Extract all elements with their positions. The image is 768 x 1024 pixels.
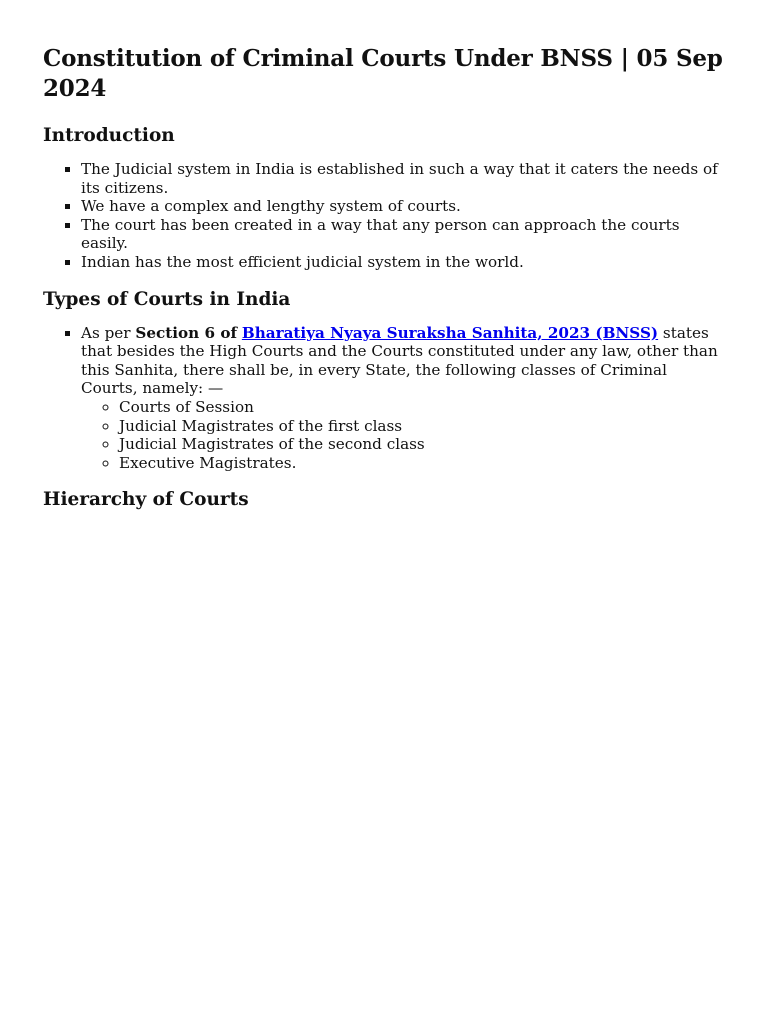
bnss-link[interactable]: Bharatiya Nyaya Suraksha Sanhita, 2023 (BNSS) <box>241 323 659 342</box>
list-item: ▪ The Judicial system in India is established in such a way that it caters the needs of its citizens. <box>81 160 725 197</box>
page-title: Constitution of Criminal Courts Under BNSS | 05 Sep 2024 <box>43 45 723 102</box>
list-item: ▪ We have a complex and lengthy system of courts. <box>81 197 725 216</box>
paragraph-suffix: states that besides the High Courts and the Courts constituted under any law, other than this Sanhita, there shall be, in every State, the following classes of Criminal Courts, namely: — <box>81 323 718 398</box>
types-of-courts-list <box>43 324 725 473</box>
list-item: ◦ Judicial Magistrates of the second class <box>119 435 725 454</box>
list-item: ◦ Judicial Magistrates of the first class <box>119 417 725 436</box>
list-item: ▪ The court has been created in a way that any person can approach the courts easily. <box>81 216 725 253</box>
section-heading-introduction: Introduction <box>43 125 175 146</box>
list-item: ◦ Courts of Session <box>119 398 725 417</box>
section-reference: Section 6 of <box>135 323 238 342</box>
paragraph-prefix: As per <box>81 323 136 342</box>
section-heading-hierarchy-of-courts: Hierarchy of Courts <box>43 489 249 511</box>
section-heading-types-of-courts: Types of Courts in India <box>43 288 291 310</box>
list-item: ▪ Indian has the most efficient judicial system in the world. <box>81 253 725 272</box>
criminal-courts-classes-list <box>81 398 725 472</box>
list-item <box>81 324 725 473</box>
list-item: ◦ Executive Magistrates. <box>119 454 725 473</box>
introduction-list <box>43 160 725 272</box>
